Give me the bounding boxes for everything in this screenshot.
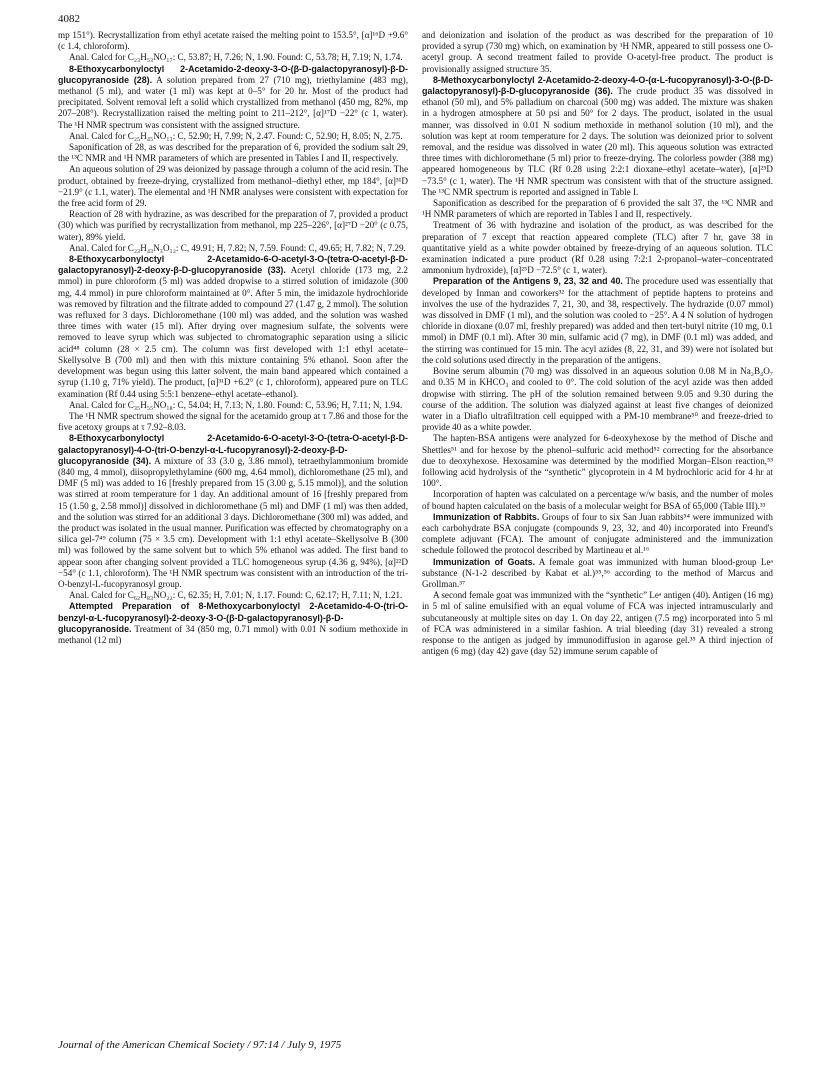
paragraph: [58, 254, 408, 400]
paragraph: [58, 601, 408, 646]
paragraph: [422, 276, 773, 366]
paragraph-text: Anal. Calcd for C₂₃H₄₃N₃O₁₂: C, 49.91; H, 7.82; N, 7.59. Found: C, 49.65; H, 7.82; N, 7.29.: [69, 242, 406, 253]
paragraph-text: A female goat was immunized with human blood-group Leᵃ substance (N-1-2 described by Kabat et al.)⁵⁵,⁵⁶ according to the method of Marcus and Grollman.³⁷: [422, 556, 773, 589]
paragraph-text: Anal. Calcd for C₆₂H₈₃NO₂₂: C, 62.35; H, 7.01; N, 1.17. Found: C, 62.17; H, 7.11; N, 1.21.: [69, 590, 403, 601]
paragraph-text: Saponification as described for the preparation of 6 provided the salt 37, the ¹³C NMR and ¹H NMR parameters of which are reported in Tables I and II, respectively.: [422, 198, 773, 220]
paragraph-text: Saponification of 28, as was described for the preparation of 6, provided the sodium salt 29, the ¹³C NMR and ¹H NMR parameters of which are presented in Tables I and II, respectively.: [58, 142, 408, 164]
section-heading: Immunization of Goats.: [433, 556, 536, 567]
paragraph: [58, 433, 408, 590]
paragraph: [58, 400, 408, 411]
paragraph-text: The hapten-BSA antigens were analyzed for 6-deoxyhexose by the method of Dische and Shettles⁵¹ and for hexose by the phenol–sulfuric acid method⁵² correcting for the absorbance due to deoxyhexose. Hexosamine was determined by the modified Morgan–Elson reaction,⁵³ following acid hydrolysis of the “synthetic” glycoprotein in 4 M hydrochloric acid for 4 hr at 100°.: [422, 433, 773, 489]
paragraph: [422, 366, 773, 433]
paragraph: [422, 489, 773, 511]
paragraph: [58, 131, 408, 142]
paragraph: [422, 30, 773, 75]
paragraph-text: Anal. Calcd for C₂₅H₄₅NO₁₃: C, 52.90; H, 7.99; N, 2.47. Found: C, 52.90; H, 8.05; N, 2.75.: [69, 130, 403, 141]
paragraph-text: Anal. Calcd for C₃₅H₅₅NO₁₈: C, 54.04; H, 7.13; N, 1.80. Found: C, 53.96; H, 7.11; N, 1.94.: [69, 399, 403, 410]
paragraph: [422, 512, 773, 557]
section-heading: Attempted Preparation of 8-Methoxycarbonyloctyl 2-Acetamido-4-O-(tri-O-benzyl-α-L-fucopyranosyl)-2-deoxy-3-O-(β-D-galactopyranosyl)-β-D-glucopyranoside.: [58, 601, 408, 634]
paragraph-text: Groups of four to six San Juan rabbits⁵⁴ were immunized with each carbohydrate BSA conjugate (compounds 9, 23, 32, and 40) incorporated into Freund's complete adjuvant (FCA). The amount of conjugate administered and the immunization schedule followed the protocol described by Martineau et al.¹⁶: [422, 511, 773, 556]
paragraph-text: The ¹H NMR spectrum showed the signal for the acetamido group at τ 7.86 and those for the five acetoxy groups at τ 7.92–8.03.: [58, 410, 408, 433]
right-column: [422, 30, 773, 657]
paragraph: [422, 75, 773, 198]
paragraph-text: Anal. Calcd for C₂₃H₅₃NO₁₇: C, 53.87; H, 7.26; N, 1.90. Found: C, 53.78; H, 7.19; N, 1.74.: [69, 52, 403, 63]
paragraph-text: An aqueous solution of 29 was deionized by passage through a column of the acid resin. The product, obtained by freeze-drying, crystallized from methanol–diethyl ether, mp 184°, [α]³¹D −21.9° (c 1.1, water). The elemental and ¹H NMR analyses were consistent with expectation for the free acid form of 29.: [58, 164, 408, 209]
paragraph: [422, 557, 773, 591]
section-heading: 8-Ethoxycarbonyloctyl 2-Acetamido-2-deoxy-3-O-(β-D-galactopyranosyl)-β-D-glucopyranoside (28).: [58, 63, 408, 85]
section-heading: 8-Methoxycarbonyloctyl 2-Acetamido-2-deoxy-4-O-(α-L-fucopyranosyl)-3-O-(β-D-galactopyranosyl)-β-D-glucopyranoside (36).: [422, 74, 773, 97]
paragraph: [58, 411, 408, 433]
left-column: [58, 30, 408, 646]
paragraph: [58, 243, 408, 254]
paragraph: [58, 209, 408, 243]
page-number: 4082: [58, 13, 80, 25]
paragraph-text: Treatment of 34 (850 mg, 0.71 mmol) with 0.01 N sodium methoxide in methanol (12 ml): [58, 623, 408, 645]
journal-footer: Journal of the American Chemical Society / 97:14 / July 9, 1975: [58, 1039, 342, 1051]
paragraph-text: Bovine serum albumin (70 mg) was dissolved in an aqueous solution 0.08 M in Na₂B₄O₇ and 0.35 M in KHCO₃ and cooled to 0°. The cold solution of the acyl azide was then added dropwise with stirring. The pH of the solution remained between 9.05 and 9.30 during the course of the addition. The solution was dialyzed against at least five changes of deionized water in a Diaflo ultrafiltration cell equipped with a PM-10 membrane⁵⁰ and freeze-dried to provide 40 as a white powder.: [422, 366, 773, 433]
paragraph: [58, 590, 408, 601]
paragraph: [58, 164, 408, 209]
paragraph-text: mp 151°). Recrystallization from ethyl acetate raised the melting point to 153.5°, [α]¹⁶D +9.6° (c 1.4, chloroform).: [58, 30, 408, 52]
paragraph: [422, 433, 773, 489]
paragraph: [422, 198, 773, 220]
paragraph-text: Incorporation of hapten was calculated on a percentage w/w basis, and the number of moles of bound hapten calculated on the basis of a molecular weight for BSA of 65,000 (Table III).³³: [422, 489, 773, 511]
paragraph: [58, 142, 408, 164]
paragraph: [58, 52, 408, 63]
paragraph-text: A solution prepared from 27 (710 mg), triethylamine (483 mg), methanol (5 ml), and water (1 ml) was kept at 0–5° for 20 hr. Most of the product had precipitated. Solvent removal left a solid which crystallized from methanol (450 mg, 82%, mp 207–208°). Recrystallization raised the melting point to 211–212°, [α]¹⁷D −22° (c 1, water). The ¹H NMR spectrum was consistent with the assigned structure.: [58, 74, 408, 130]
section-heading: 8-Ethoxycarbonyloctyl 2-Acetamido-6-O-acetyl-3-O-(tetra-O-acetyl-β-D-galactopyranosyl)-2-deoxy-β-D-glucopyranoside (33).: [58, 254, 408, 276]
section-heading: 8-Ethoxycarbonyloctyl 2-Acetamido-6-O-acetyl-3-O-(tetra-O-acetyl-β-D-galactopyranosyl)-4-O-(tri-O-benzyl-α-L-fucopyranosyl)-2-deoxy-β-D-glucopyranoside (34).: [58, 433, 408, 466]
paragraph-text: A second female goat was immunized with the “synthetic” Leᵃ antigen (40). Antigen (16 mg) in 5 ml of saline emulsified with an equal volume of FCA was injected intramuscularly and subcutaneously at multiple sites on day 1. On day 22, antigen (7.5 mg) incorporated into 5 ml of FCA was administered in a similar fashion. A trial bleeding (day 31) revealed a strong response to the antigen as judged by immunodiffusion in agarose gel.³⁵ A third injection of antigen (6 mg) (day 42) gave (day 52) immune serum capable of: [422, 590, 773, 657]
paragraph-text: A mixture of 33 (3.0 g, 3.86 mmol), tetraethylammonium bromide (840 mg, 4 mmol), diisopropylethylamine (600 mg, 4.64 mmol), dichloromethane (25 ml), and DMF (5 ml) was added to 16 [freshly prepared from 15 (3.00 g, 5.15 mmol)], and the solution was stirred at room temperature for 1 day. An additional amount of 16 [freshly prepared from 15 (1.50 g, 2.58 mmol)] dissolved in dichloromethane (5 ml) and DMF (1 ml) was then added, and the solution was stirred for an additional 3 days. Dichloromethane (300 ml) was added, and the product was isolated in the usual manner. Purification was effected by chromatography on a silica gel-7⁴⁹ column (75 × 3.5 cm). Development with 1:1 ethyl acetate–Skellysolve B (300 ml) was followed by the same solvent but to which 5% ethanol was added. The first band to appear soon after changing solvent provided a TLC homogeneous syrup (4.36 g, 94%), [α]²²D −54° (c 1.1, chloroform). The ¹H NMR spectrum was consistent with an introduction of the tri-O-benzyl-L-fucopyranosyl group.: [58, 455, 408, 589]
section-heading: Immunization of Rabbits.: [433, 511, 540, 522]
section-heading: Preparation of the Antigens 9, 23, 32 and 40.: [433, 276, 623, 287]
paragraph-text: The procedure used was essentially that developed by Inman and coworkers³² for the attachment of peptide haptens to proteins and involves the use of the hydrazides 7, 21, 30, and 38, respectively. The hydrazide (0.07 mmol) was dissolved in DMF (1 ml), and the solution was cooled to −25°. A 4 N solution of hydrogen chloride in dioxane (0.07 ml, freshly prepared) was added and then tert-butyl nitrite (10 mg, 0.1 mmol) in DMF (0.1 ml). After 30 min, sulfamic acid (7 mg), in DMF (0.1 ml) was added, and the stirring was continued for 15 min. The acyl azides (8, 22, 31, and 39) were not isolated but the cold solutions used directly in the preparation of the antigens.: [422, 276, 773, 365]
paragraph: [58, 30, 408, 52]
paragraph-text: Reaction of 28 with hydrazine, as was described for the preparation of 7, provided a product (30) which was purified by recrystallization from methanol, mp 225–226°, [α]²⁷D −20° (c 0.75, water), 89% yield.: [58, 209, 408, 242]
paragraph: [422, 590, 773, 657]
paragraph-text: and deionization and isolation of the product as was described for the preparation of 10 provided a syrup (730 mg) which, on examination by ¹H NMR, appeared to still possess one O-acetyl group. A second treatment failed to provide O-acetyl-free product. The product is provisionally assigned structure 35.: [422, 30, 773, 74]
paragraph-text: Acetyl chloride (173 mg, 2.2 mmol) in pure chloroform (5 ml) was added dropwise to a stirred solution of imidazole (300 mg, 4.4 mmol) in pure chloroform maintained at 0°. After 5 min, the imidazole hydrochloride was removed by filtration and the filtrate added to compound 27 (1.47 g, 2 mmol). The solution was refluxed for 3 days. Dichloromethane (100 ml) was added, and the solution was washed three times with water (15 ml). After drying over magnesium sulfate, the solvents were removed to leave syrup which was subjected to chromatographic separation using a silicic acid⁴⁸ column (28 × 2.5 cm). The column was first developed with 1:1 ethyl acetate–Skellysolve B (700 ml) and then with this mixture containing 5% ethanol. Soon after the development was begun using this latter solvent, the main band appeared which contained a syrup (1.10 g, 71% yield). The product, [α]³¹D +6.2° (c 1, chloroform), appeared pure on TLC examination (Rf 0.44 using 5:5:1 benzene–ethyl acetate–ethanol).: [58, 265, 408, 399]
paragraph: [422, 220, 773, 276]
paragraph-text: Treatment of 36 with hydrazine and isolation of the product, as was described for the preparation of 7 except that reaction appeared complete (TLC) after 7 hr, gave 38 in quantitative yield as a white powder obtained by freeze-drying of an aqueous solution. TLC examination indicated a pure product (Rf 0.28 using 7:2:1 2-propanol–water–concentrated ammonium hydroxide), [α]²⁵D −72.5° (c 1, water).: [422, 220, 773, 276]
paragraph-text: The crude product 35 was dissolved in ethanol (50 ml), and 5% palladium on charcoal (500 mg) was added. The mixture was shaken in a hydrogen atmosphere at 50 psi and 50° for 2 days. The product, isolated in the usual manner, was dissolved in 0.01 N sodium methoxide in methanol solution (10 ml), and the solution was kept at room temperature for 2 days. The solution was deionized prior to solvent removal, and the residue was dissolved in water (20 ml). This aqueous solution was extracted three times with dichloromethane (5 ml) prior to freeze-drying. The colorless powder (388 mg) appeared homogeneous by TLC (Rf 0.28 using 2:2:1 dioxane–ethyl acetate–water), [α]²⁵D −73.5° (c 1, water). The ¹H NMR spectrum was consistent with that of the structure assigned. The ¹³C NMR spectrum is reported and assigned in Table I.: [422, 86, 774, 197]
paragraph: [58, 64, 408, 131]
